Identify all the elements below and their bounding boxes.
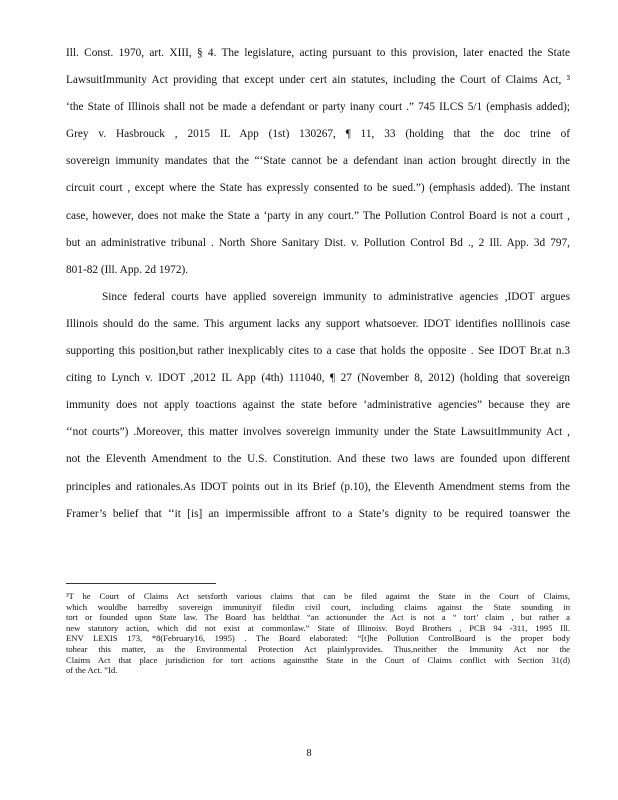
footnote-line: which wouldbe barredby sovereign immunityif filedin civil court, including claims against the State sounding in bbox=[66, 601, 570, 612]
footnote-line: tohear this matter, as the Environmental Protection Act plainlyprovides. Thus,neither the Immunity Act nor the bbox=[66, 643, 570, 654]
footnote-line: new statutory action, which did not exist at commonlaw.” State of Illinoisv. Boyd Brothers , PCB 94 -311, 1995 Ill. bbox=[66, 622, 570, 633]
body-line: case, however, does not make the State a ‘party in any court.” The Pollution Control Board is not a court , bbox=[66, 209, 570, 222]
body-line: sovereign immunity mandates that the “‘State cannot be a defendant inan action brought directly in the bbox=[66, 155, 570, 168]
body-line: principles and rationales.As IDOT points out in its Brief (p.10), the Eleventh Amendment stems from the bbox=[66, 480, 570, 493]
body-line: LawsuitImmunity Act providing that except under cert ain statutes, including the Court of Claims Act, ³ bbox=[66, 74, 570, 87]
body-text bbox=[66, 40, 570, 528]
body-line: Ill. Const. 1970, art. XIII, § 4. The legislature, acting pursuant to this provision, later enacted the State bbox=[66, 47, 570, 59]
footnote-line: tort or founded upon State law. The Board has heldthat “an actionunder the Act is not a “ tort’ claim , but rather a bbox=[66, 612, 570, 623]
body-line: Grey v. Hasbrouck , 2015 IL App (1st) 130267, ¶ 11, 33 (holding that the doc trine of bbox=[66, 128, 570, 141]
footnote-line: of the Act. ”Id. bbox=[66, 665, 118, 676]
footnote bbox=[66, 591, 570, 676]
footnote-line: ENV LEXIS 173, *8(February16, 1995) . The Board elaborated: “[t]he Pollution ControlBoard is the proper body bbox=[66, 633, 570, 644]
body-line: Framer’s belief that ‘‘it [is] an impermissible affront to a State’s dignity to be required toanswer the bbox=[66, 507, 570, 520]
body-line: Illinois should do the same. This argument lacks any support whatsoever. IDOT identifies noIllinois case bbox=[66, 317, 570, 330]
body-line: 801-82 (Ill. App. 2d 1972). bbox=[66, 263, 189, 276]
body-line: supporting this position,but rather inexplicably cites to a case that holds the opposite . See IDOT Br.at n.3 bbox=[66, 345, 570, 358]
page-number: 8 bbox=[306, 748, 312, 759]
body-line: citing to Lynch v. IDOT ,2012 IL App (4th) 111040, ¶ 27 (November 8, 2012) (holding that sovereign bbox=[66, 372, 570, 385]
body-line: ‘the State of Illinois shall not be made a defendant or party inany court .” 745 ILCS 5/1 (emphasis added); bbox=[66, 101, 570, 114]
body-line: immunity does not apply toactions against the state before ‘administrative agencies” because they are bbox=[66, 399, 570, 412]
footnote-line: ³T he Court of Claims Act setsforth various claims that can be filed against the State in the Court of Claims, bbox=[66, 591, 570, 601]
footnote-line: Claims Act that place jurisdiction for tort actions againstthe State in the Court of Claims conflict with Section 31(d) bbox=[66, 654, 570, 665]
body-line: circuit court , except where the State has expressly consented to be sued.”) (emphasis added). The instant bbox=[66, 182, 570, 195]
body-line: but an administrative tribunal . North Shore Sanitary Dist. v. Pollution Control Bd ., 2 Ill. App. 3d 797, bbox=[66, 236, 570, 249]
body-line: Since federal courts have applied sovereign immunity to administrative agencies ,IDOT argues bbox=[102, 290, 570, 303]
body-line: ‘‘not courts”) .Moreover, this matter involves sovereign immunity under the State LawsuitImmunity Act , bbox=[66, 426, 570, 439]
footnote-separator bbox=[66, 583, 216, 584]
body-line: not the Eleventh Amendment to the U.S. Constitution. And these two laws are founded upon different bbox=[66, 453, 570, 466]
